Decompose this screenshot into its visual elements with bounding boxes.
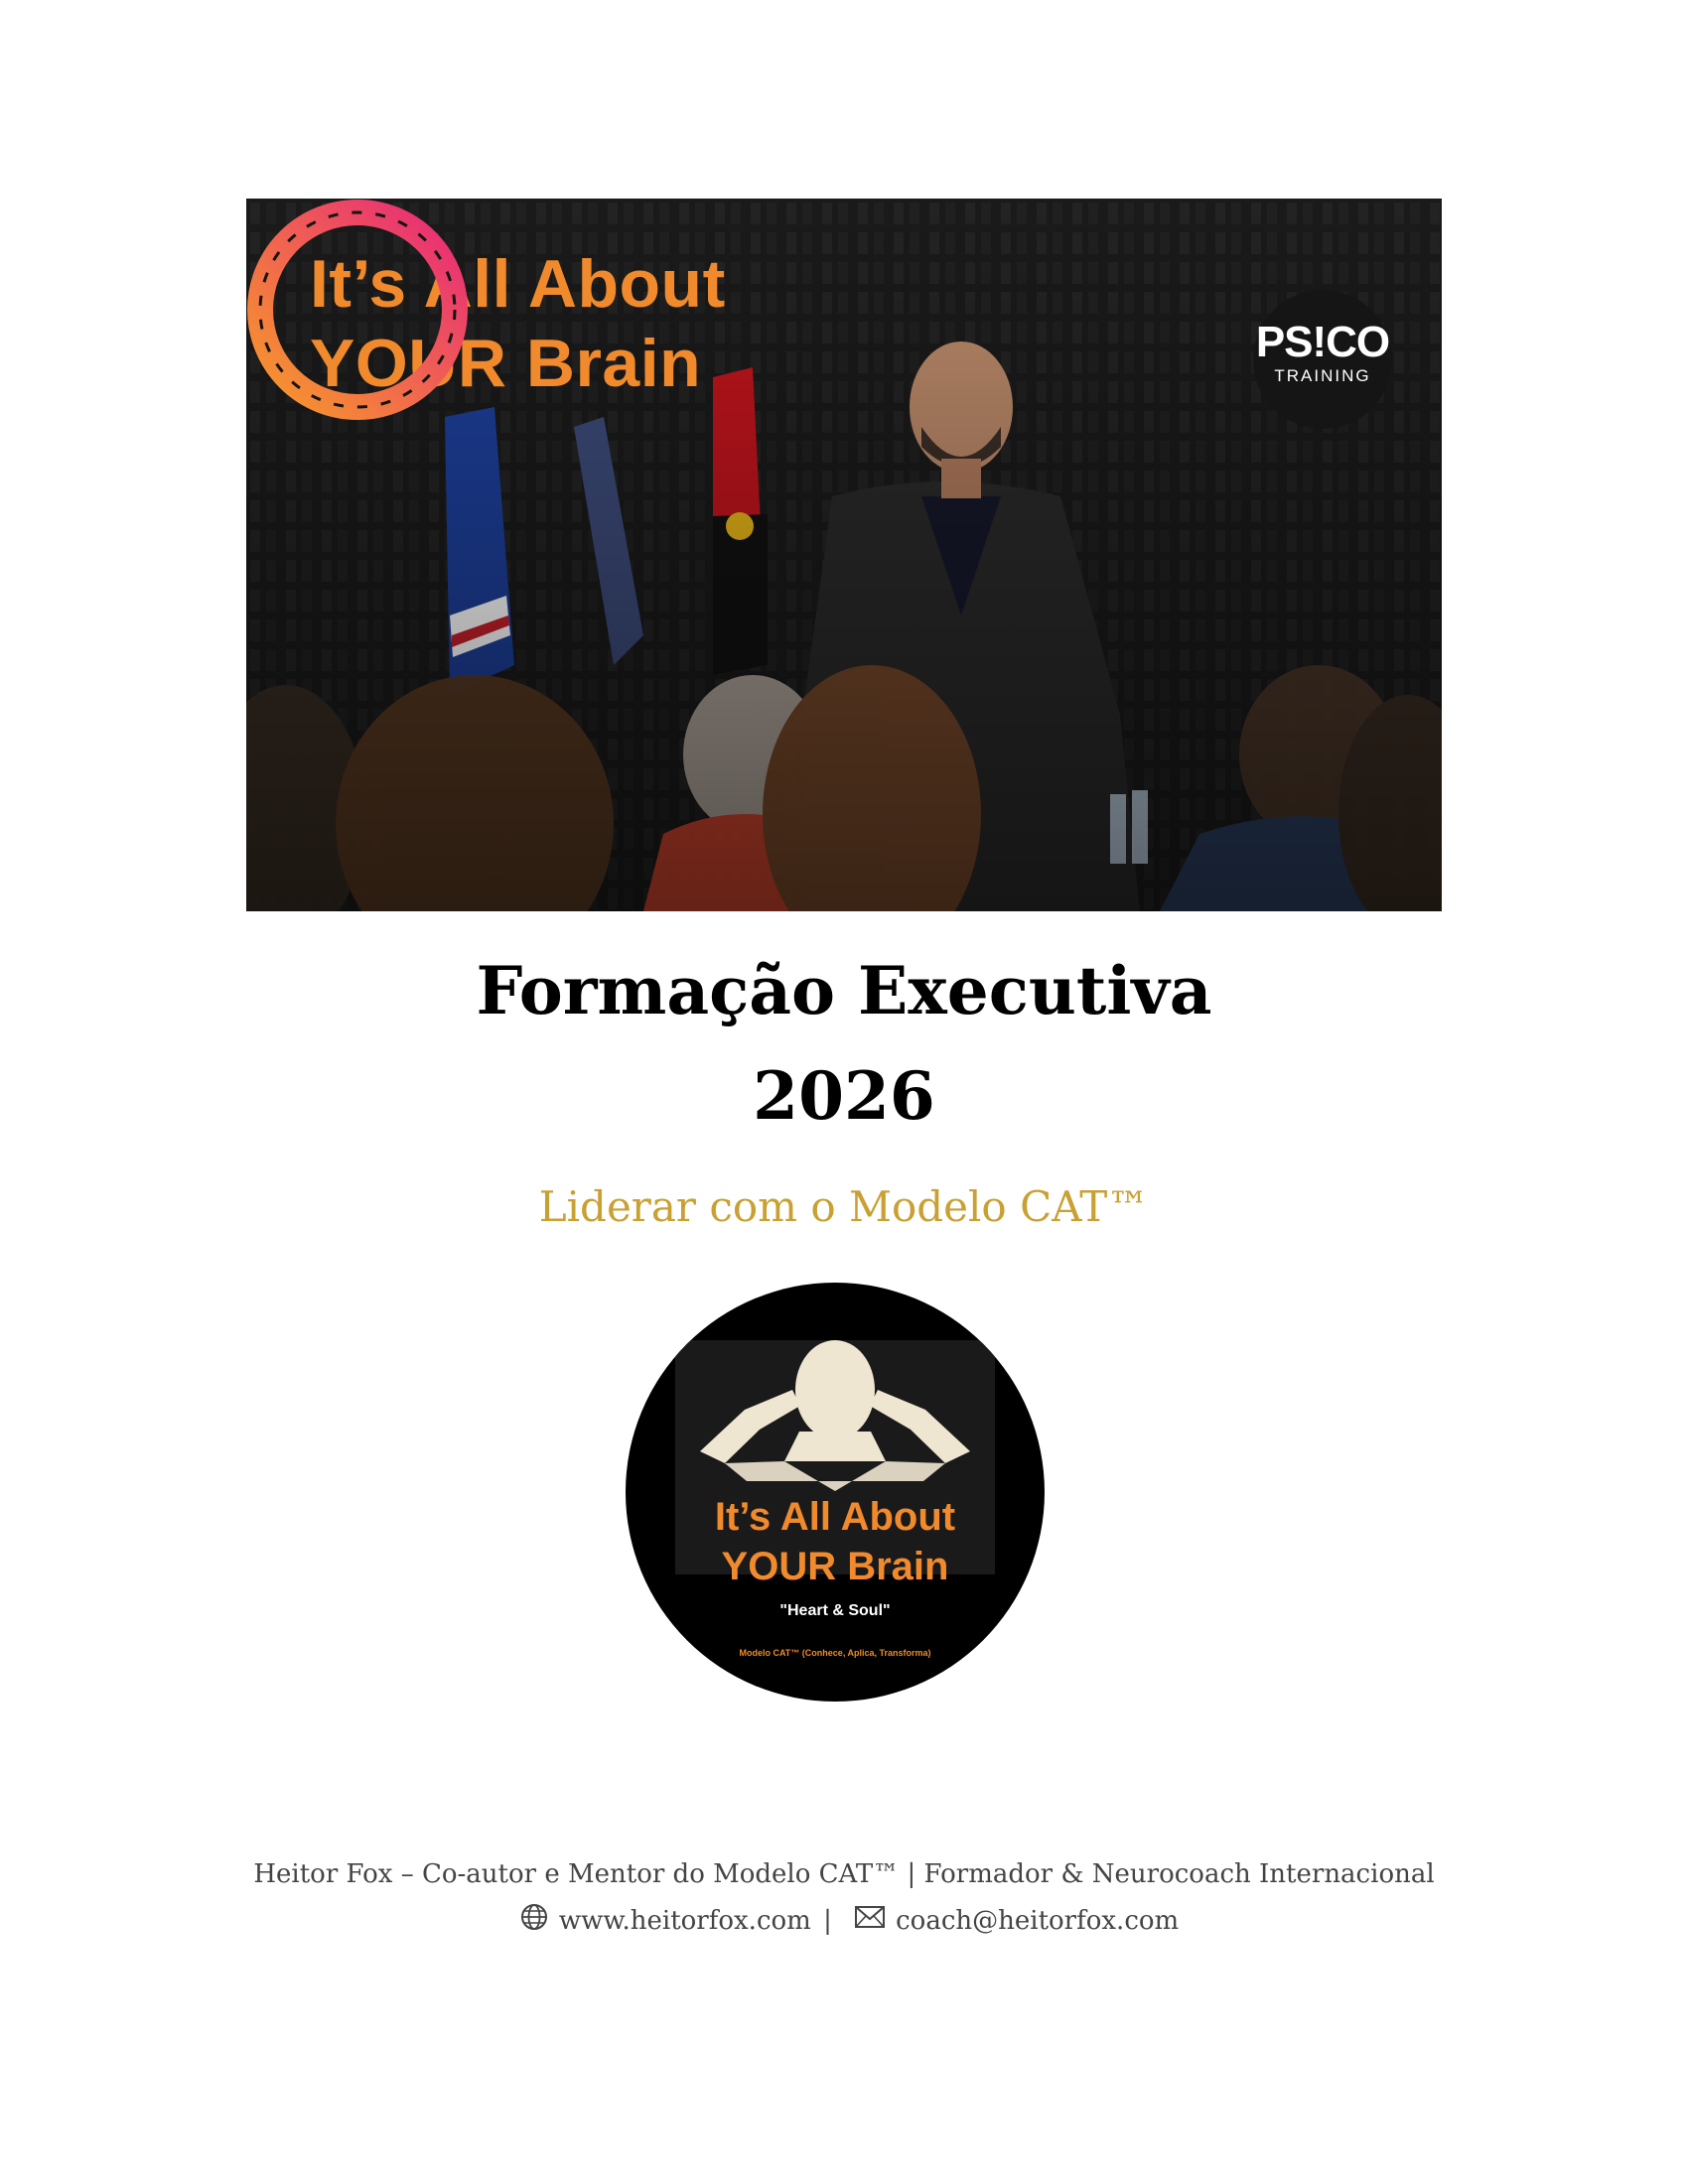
psico-badge-ring [246,199,469,421]
page-title-year: 2026 [753,1057,935,1135]
silhouette-figure [626,1283,1045,1702]
contact-separator: | [823,1906,832,1936]
psico-sub: TRAINING [1274,366,1371,385]
page-title: Formação Executiva [476,952,1212,1029]
hero-headline-line2: YOUR Brain [310,326,702,401]
globe-icon [519,1902,549,1942]
hero-photo [246,199,1442,911]
email-link[interactable]: coach@heitorfox.com [896,1906,1180,1936]
logo-tagline: "Heart & Soul" [779,1602,891,1619]
envelope-icon [854,1904,886,1940]
psico-logo [1253,290,1392,429]
page-subtitle: Liderar com o Modelo CAT™ [538,1182,1150,1231]
footer-contact [0,1902,1688,1942]
hero-headline-line1: It’s All About [310,246,726,322]
psico-name: PS!CO [1255,318,1390,366]
logo-model-text: Modelo CAT™ (Conhece, Aplica, Transforma) [739,1648,931,1658]
footer-author: Heitor Fox – Co-autor e Mentor do Modelo CAT™ | Formador & Neurocoach Internacional [253,1859,1435,1889]
website-link[interactable]: www.heitorfox.com [558,1906,811,1936]
brain-logo [626,1283,1045,1702]
logo-line1: It’s All About [714,1495,956,1539]
logo-line2: YOUR Brain [721,1545,949,1588]
